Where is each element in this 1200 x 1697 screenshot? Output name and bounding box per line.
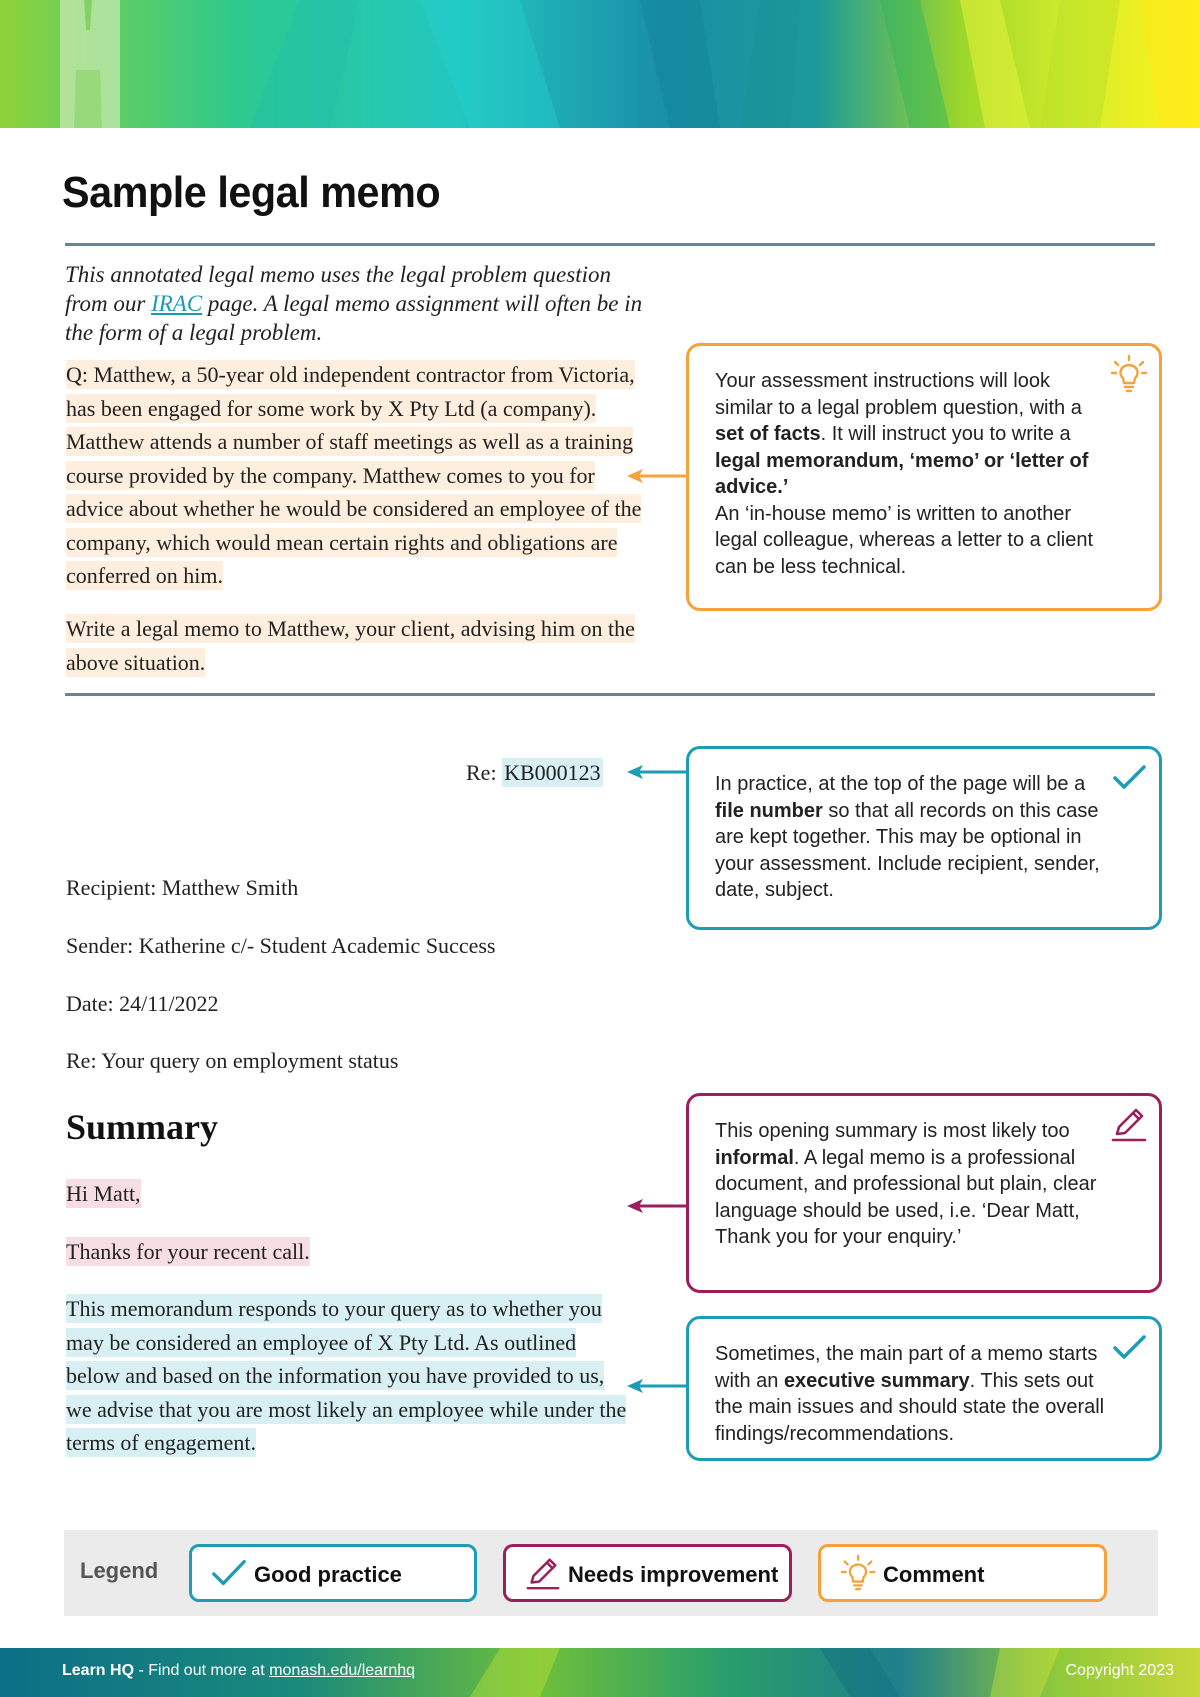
- file-number-prefix: Re:: [466, 760, 503, 785]
- footer-bar: [0, 1648, 1200, 1697]
- callout-executive-b1: executive summary: [783, 1369, 970, 1392]
- callout-file-number-b1: file number: [715, 799, 823, 822]
- subject-line: Re: Your query on employment status: [66, 1048, 399, 1073]
- legend-needs-improvement-label: Needs improvement: [568, 1562, 779, 1587]
- legend-good-practice: [189, 1544, 477, 1602]
- footer-separator: - Find out more at: [134, 1662, 270, 1679]
- legend-label: Legend: [80, 1558, 159, 1583]
- callout-assessment: [686, 343, 1162, 611]
- legend-needs-improvement: [503, 1544, 792, 1602]
- arrow-assessment: [627, 466, 687, 486]
- greeting-line: [66, 1179, 141, 1209]
- question-facts: [66, 358, 646, 593]
- legend-comment-label: Comment: [883, 1562, 985, 1587]
- file-number-line: [466, 758, 603, 788]
- summary-paragraph: [66, 1292, 634, 1460]
- intro-after-link: page. A legal memo assignment will often be in the form of a legal problem.: [65, 291, 643, 345]
- pencil-icon: [524, 1554, 562, 1592]
- callout-assessment-b2: legal memorandum, ‘memo’ or ‘letter of advice.’: [715, 449, 1089, 498]
- footer-brand: Learn HQ: [62, 1662, 135, 1679]
- header-banner: [0, 0, 1200, 128]
- legend-good-practice-label: Good practice: [254, 1562, 402, 1587]
- summary-text: This memorandum responds to your query as to whether you may be considered an employee of X Pty Ltd. As outlined below and based on the information you have provided to us, we advise that you are most likely an employee while under the terms of engagement.: [66, 1296, 627, 1455]
- arrow-informal: [627, 1196, 687, 1216]
- irac-link[interactable]: IRAC: [151, 291, 203, 316]
- callout-informal-b1: informal: [715, 1146, 794, 1169]
- date-line: Date: 24/11/2022: [66, 991, 219, 1016]
- arrow-file-number: [627, 762, 687, 782]
- callout-informal: [686, 1093, 1162, 1293]
- callout-file-number: [686, 746, 1162, 930]
- intro-text: [65, 260, 655, 347]
- legend-comment: [818, 1544, 1107, 1602]
- pencil-icon: [1109, 1104, 1149, 1144]
- footer-copyright: Copyright 2023: [1065, 1662, 1174, 1679]
- question-facts-text: Q: Matthew, a 50-year old independent contractor from Victoria, has been engaged for some work by X Pty Ltd (a company). Matthew attends a number of staff meetings as well as a training course provided by the company. Matthew comes to you for advice about whether he would be considered an employee of the company, which would mean certain rights and obligations are conferred on him.: [66, 362, 642, 588]
- callout-informal-t2: . A legal memo is a professional document, and professional but plain, clear language should be used, i.e. ‘Dear Matt, Thank you for your enquiry.’: [715, 1146, 1097, 1248]
- thanks-text: Thanks for your recent call.: [66, 1239, 310, 1264]
- greeting-text: Hi Matt,: [66, 1181, 141, 1206]
- banner-graphic: [0, 0, 1200, 128]
- callout-file-number-t2: so that all records on this case are kept together. This may be optional in your assessment. Include recipient, sender, date, subject.: [715, 799, 1100, 901]
- callout-executive-t1: Sometimes, the main part of a memo starts with an: [715, 1343, 1098, 1392]
- callout-assessment-b1: set of facts: [715, 423, 821, 445]
- checkmark-icon: [210, 1554, 248, 1592]
- callout-executive-t2: . This sets out the main issues and should state the overall findings/recommendations.: [715, 1369, 1105, 1445]
- arrow-executive-summary: [627, 1376, 687, 1396]
- lightbulb-icon: [1109, 354, 1149, 394]
- callout-assessment-t1: Your assessment instructions will look similar to a legal problem question, with a: [715, 370, 1082, 419]
- sender-line: Sender: Katherine c/- Student Academic Success: [66, 933, 496, 958]
- divider-top: [65, 243, 1155, 246]
- footer-text: [62, 1662, 415, 1680]
- page-title: Sample legal memo: [62, 168, 441, 217]
- footer-link[interactable]: monash.edu/learnhq: [269, 1662, 416, 1679]
- recipient-line: Recipient: Matthew Smith: [66, 875, 299, 900]
- intro-before-link: This annotated legal memo uses the legal problem question from our: [65, 262, 611, 316]
- lightbulb-icon: [839, 1554, 877, 1592]
- callout-file-number-t1: In practice, at the top of the page will be a: [715, 773, 1086, 795]
- legend: [64, 1530, 1158, 1616]
- thanks-line: [66, 1237, 310, 1267]
- question-task-text: Write a legal memo to Matthew, your client, advising him on the above situation.: [66, 616, 635, 675]
- file-number: KB000123: [504, 760, 601, 785]
- divider-middle: [65, 693, 1155, 696]
- summary-heading: Summary: [66, 1107, 218, 1147]
- checkmark-icon: [1109, 757, 1149, 797]
- question-task: [66, 612, 646, 679]
- callout-informal-t1: This opening summary is most likely too: [715, 1120, 1070, 1142]
- callout-assessment-t2: . It will instruct you to write a: [820, 423, 1071, 445]
- callout-executive-summary: [686, 1316, 1162, 1461]
- callout-assessment-t3: An ‘in-house memo’ is written to another legal colleague, whereas a letter to a client can be less technical.: [715, 502, 1094, 578]
- checkmark-icon: [1109, 1327, 1149, 1367]
